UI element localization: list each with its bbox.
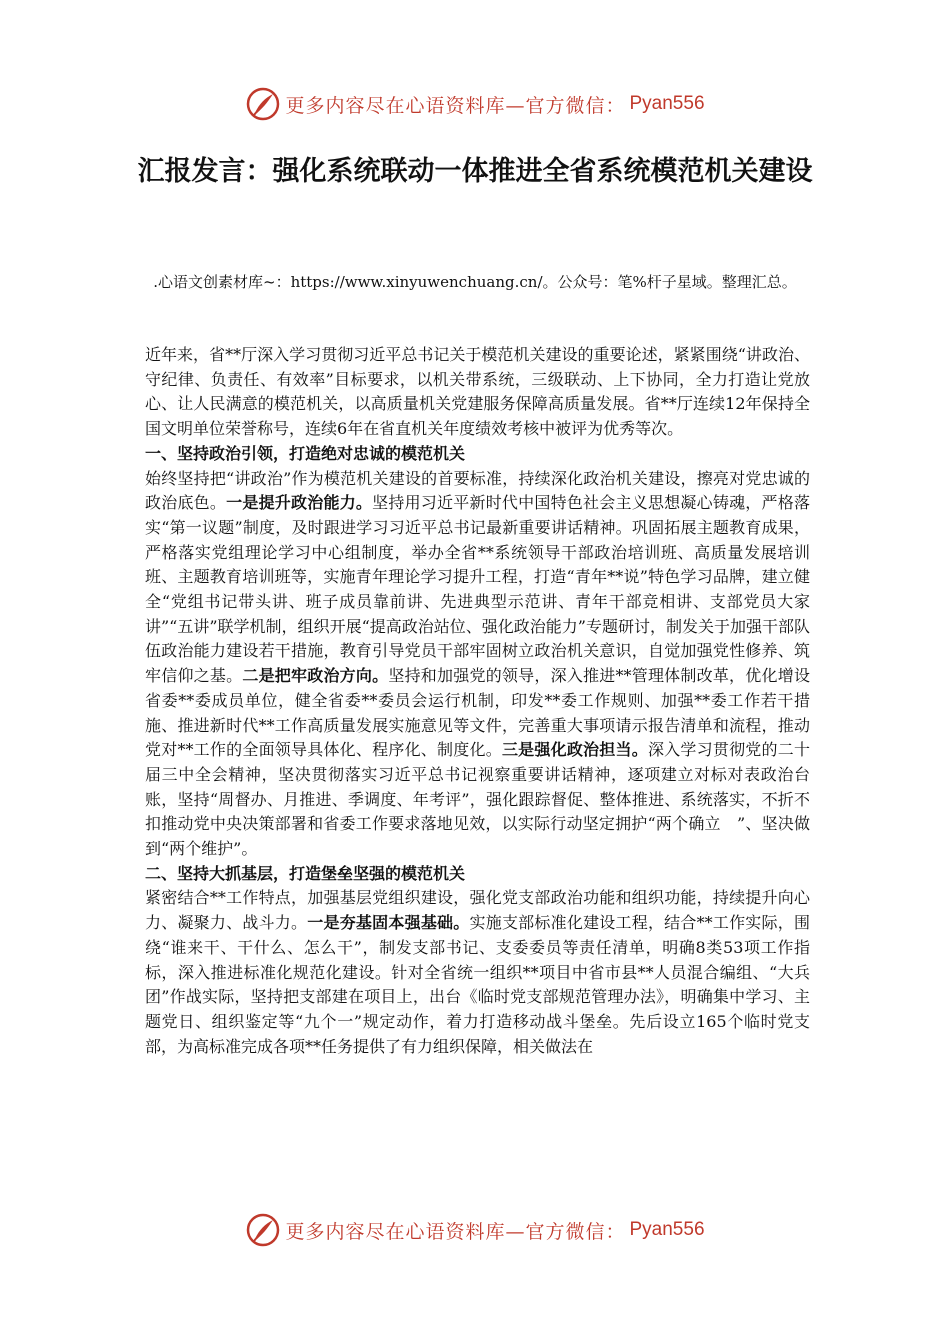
- footer-banner: [0, 1210, 950, 1250]
- quill-logo-icon: [245, 86, 281, 122]
- banner-wechat-id: Pyan556: [629, 93, 705, 114]
- banner-wechat-id: Pyan556: [629, 1219, 705, 1240]
- section-2-paragraph: 紧密结合**工作特点，加强基层党组织建设，强化党支部政治功能和组织功能，持续提升向心力、凝聚力、战斗力。一是夯基固本强基础。实施支部标准化建设工程，结合**工作实际，围绕“谁来干、干什么、怎么干”，制发支部书记、支委委员等责任清单，明确8类53项工作指标，深入推进标准化规范化建设。针对全省统一组织**项目中省市县**人员混合编组、“大兵团”作战实际，坚持把支部建在项目上，出台《临时党支部规范管理办法》，明确集中学习、主题党日、组织鉴定等“九个一”规定动作，着力打造移动战斗堡垒。先后设立165个临时党支部，为高标准完成各项**任务提供了有力组织保障，相关做法在: [145, 888, 810, 1056]
- point-heading: 二是把牢政治方向。: [242, 666, 389, 686]
- document-body: [145, 343, 810, 1059]
- banner-text: 更多内容尽在心语资料库—官方微信：: [285, 94, 626, 117]
- section-heading-2: 二、坚持大抓基层，打造堡垒坚强的模范机关: [145, 863, 466, 883]
- banner-text: 更多内容尽在心语资料库—官方微信：: [285, 1220, 626, 1243]
- point-heading: 一是夯基固本强基础。: [307, 913, 470, 933]
- intro-paragraph: 近年来，省**厅深入学习贯彻习近平总书记关于模范机关建设的重要论述，紧紧围绕“讲政治、守纪律、负责任、有效率”目标要求，以机关带系统，三级联动、上下协同，全力打造让党放心、让人民满意的模范机关，以高质量机关党建服务保障高质量发展。省**厅连续12年保持全国文明单位荣誉称号，连续6年在省直机关年度绩效考核中被评为优秀等次。: [145, 345, 810, 439]
- source-line: .心语文创素材库~：https://www.xinyuwenchuang.cn/。公众号：笔%杆子星域。整理汇总。: [153, 273, 797, 291]
- header-banner: [0, 84, 950, 124]
- section-heading-1: 一、坚持政治引领，打造绝对忠诚的模范机关: [145, 443, 466, 463]
- page-title: 汇报发言：强化系统联动一体推进全省系统模范机关建设: [137, 156, 813, 187]
- point-heading: 三是强化政治担当。: [501, 740, 648, 760]
- point-heading: 一是提升政治能力。: [226, 493, 373, 513]
- quill-logo-icon: [245, 1212, 281, 1248]
- section-1-paragraph: 始终坚持把“讲政治”作为模范机关建设的首要标准，持续深化政治机关建设，擦亮对党忠诚的政治底色。一是提升政治能力。坚持用习近平新时代中国特色社会主义思想凝心铸魂，严格落实“第一议题”制度，及时跟进学习习近平总书记最新重要讲话精神。巩固拓展主题教育成果，严格落实党组理论学习中心组制度，举办全省**系统领导干部政治培训班、高质量发展培训班、主题教育培训班等，实施青年理论学习提升工程，打造“青年**说”特色学习品牌，建立健全“党组书记带头讲、班子成员靠前讲、先进典型示范讲、青年干部竞相讲、支部党员大家讲”“五讲”联学机制，组织开展“提高政治站位、强化政治能力”专题研讨，制发关于加强干部队伍政治能力建设若干措施，教育引导党员干部牢固树立政治机关意识，自觉加强党性修养、筑牢信仰之基。二是把牢政治方向。坚持和加强党的领导，深入推进**管理体制改革，优化增设省委**委成员单位，健全省委**委员会运行机制，印发**委工作规则、加强**委工作若干措施、推进新时代**工作高质量发展实施意见等文件，完善重大事项请示报告清单和流程，推动党对**工作的全面领导具体化、程序化、制度化。三是强化政治担当。深入学习贯彻党的二十届三中全会精神，坚决贯彻落实习近平总书记视察重要讲话精神，逐项建立对标对表政治台账，坚持“周督办、月推进、季调度、年考评”，强化跟踪督促、整体推进、系统落实，不折不扣推动党中央决策部署和省委工作要求落地见效，以实际行动坚定拥护“两个确立 ”、坚决做到“两个维护”。: [145, 468, 810, 859]
